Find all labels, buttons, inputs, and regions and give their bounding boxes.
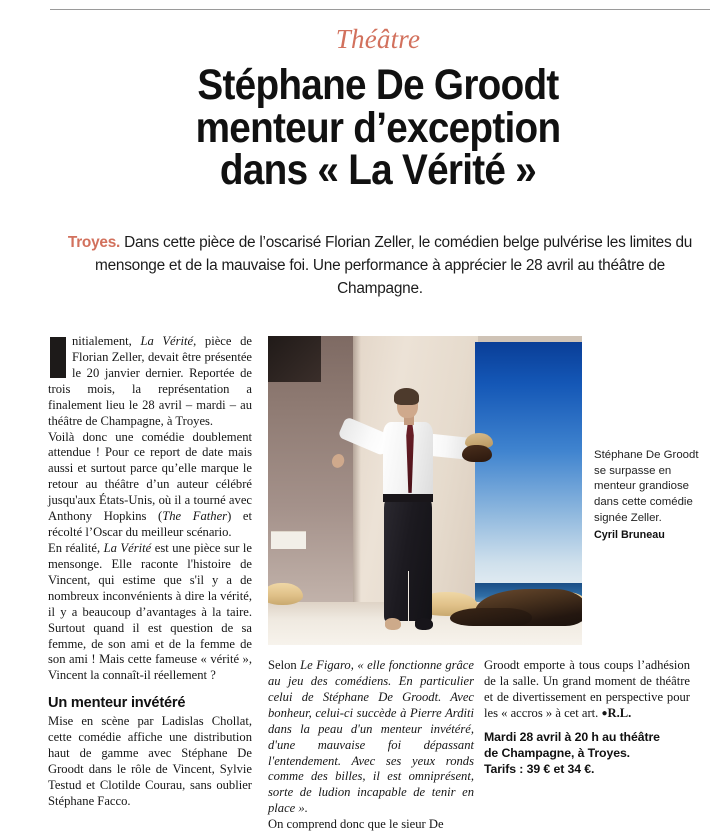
photo-caption-text: Stéphane De Groodt se surpasse en menteur grandiose dans cette comédie signée Zeller. — [594, 449, 699, 524]
article-photo — [268, 336, 582, 645]
paragraph-5 — [268, 658, 474, 817]
standfirst — [56, 232, 704, 300]
paragraph-3: En réalité, La Vérité est une pièce sur le mensonge. Elle raconte l'histoire de Vincent, qui estime que s'il y a de nombreux inconvénients à dire la vérité, il y a beaucoup d’avantages à la taire. Surtout quand il est question de sa femme, de son ami et de la femme de son ami ! Mais cette fameuse « vérité », Vincent la connaît-il réellement ? — [48, 540, 252, 683]
drop-cap — [50, 337, 66, 378]
photo-cushion-left — [268, 583, 303, 605]
photo-actor-leg-gap — [408, 571, 409, 620]
paragraph-1 — [48, 334, 252, 430]
photo-actor-figure — [343, 392, 481, 633]
photo-white-furniture — [271, 531, 306, 550]
practical-line-3: Tarifs : 39 € et 34 €. — [484, 762, 595, 777]
photo-held-shoes — [462, 433, 498, 467]
standfirst-text: Dans cette pièce de l’oscarisé Florian Zeller, le comédien belge pulvérise les limites du mensonge et de la mauvaise foi. Une performance à apprécier le 28 avril au théâtre de Champagne. — [95, 234, 693, 297]
practical-line-1: Mardi 28 avril à 20 h au théâtre — [484, 729, 660, 744]
body-column-2 — [268, 658, 474, 833]
section-subhead: Un menteur invétéré — [48, 695, 186, 712]
top-divider-rule — [50, 9, 710, 10]
paragraph-7 — [484, 658, 690, 722]
dateline-city: Troyes. — [67, 234, 121, 251]
section-kicker: Théâtre — [335, 24, 421, 54]
author-initials: R.L. — [607, 705, 632, 720]
headline-line-3: dans « La Vérité » — [219, 146, 537, 195]
paragraph-1-text: nitialement, La Vérité, pièce de Florian Zeller, devait être présentée le 20 janvier dernier. Reportée de trois mois, la représentation a finalement lieu le 28 avril – mardi – au théâtre de Champagne, à Troyes. — [48, 334, 252, 428]
headline-line-2: menteur d’exception — [195, 103, 561, 152]
photo-actor-shoe-foot — [415, 618, 433, 630]
stage-photograph — [268, 336, 582, 645]
body-column-3 — [484, 658, 690, 778]
practical-line-2: de Champagne, à Troyes. — [484, 746, 630, 761]
quote-source-name: Le Figaro — [300, 658, 351, 672]
photo-caption — [594, 448, 699, 543]
photo-blue-sky-backdrop — [475, 342, 582, 602]
body-column-1 — [48, 334, 252, 810]
paragraph-6: On comprend donc que le sieur De — [268, 817, 444, 832]
headline-line-1: Stéphane De Groodt — [197, 61, 559, 109]
photo-shoe-lower — [462, 445, 491, 463]
quote-body: , « elle fonctionne grâce au jeu des comédiens. En particulier celui de Stéphane De Groodt. Avec bonheur, celui-ci succède à Pierre Arditi dans la peau d'un menteur invétéré, d'une mauvaise foi dépassant l'entendement. Avec ses yeux ronds comme des billes, il est omniprésent, sorte de ludion incapable de tenir en place ». — [268, 658, 474, 816]
paragraph-7-text: Groodt emporte à tous coups l’adhésion de la salle. Un grand moment de théâtre et de divertissement en perspective pour les « accros » à cet art. — [484, 658, 690, 720]
practical-info-block — [484, 729, 690, 778]
photo-dark-doorway — [268, 336, 321, 382]
photo-actor-trousers — [384, 498, 432, 621]
quote-lead-in: Selon — [268, 658, 301, 672]
photo-credit: Cyril Bruneau — [594, 528, 665, 541]
photo-actor-hair — [394, 388, 419, 405]
paragraph-2: Voilà donc une comédie doublement attendue ! Pour ce report de date mais aussi et surtout parce qu’elle marque le retour au théâtre d’un auteur célébré jusqu'aux États-Unis, où il a tourné avec Anthony Hopkins (The Father) et récolté l’Oscar du meilleur scénario. — [48, 429, 252, 540]
article-header — [48, 24, 708, 195]
page-title — [81, 61, 675, 195]
photo-actor-bare-foot — [385, 618, 402, 630]
paragraph-4: Mise en scène par Ladislas Chollat, cette comédie affiche une distribution haut de gamme avec Stéphane De Groodt dans le rôle de Vincent, Sylvie Testud et Clotilde Courau, sans oublier Stéphane Facco. — [48, 714, 252, 808]
signature-bullet-icon: ● — [601, 707, 608, 719]
author-signature — [601, 706, 631, 720]
photo-actor-belt — [383, 494, 433, 502]
